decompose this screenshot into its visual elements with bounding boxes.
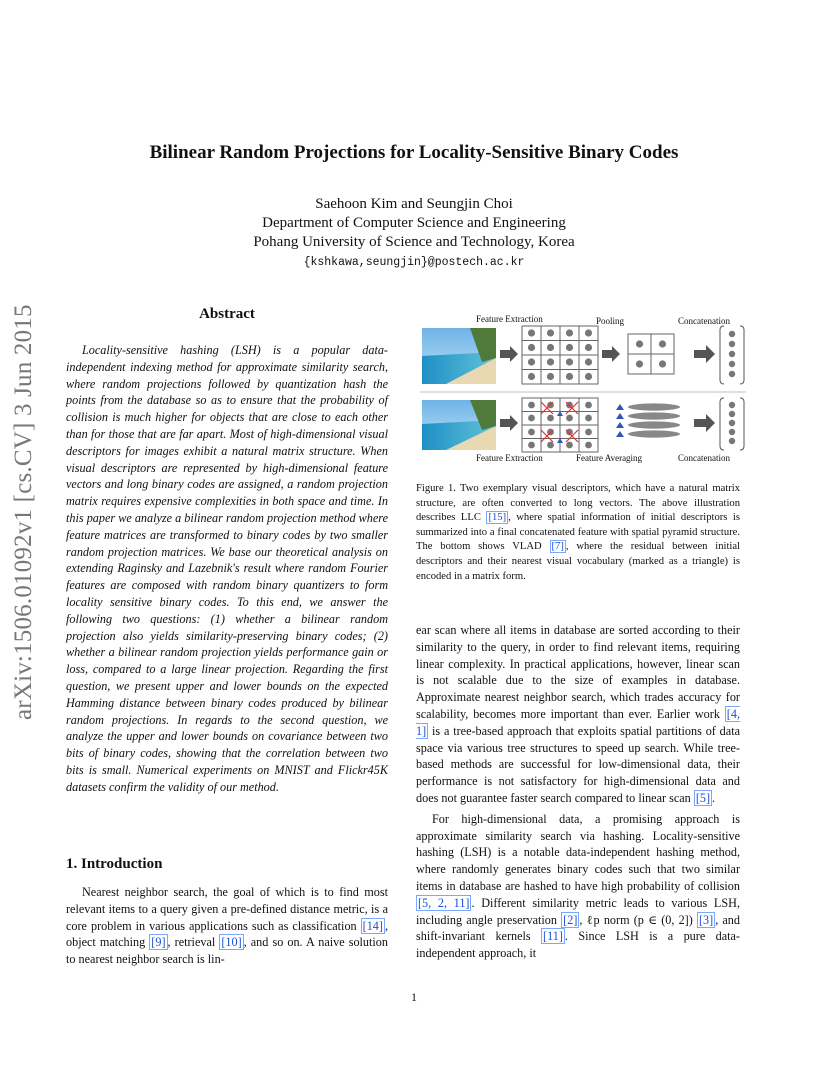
arrow-icon [500, 346, 518, 362]
arrow-icon [500, 415, 518, 431]
label-concatenation-top: Concatenation [678, 316, 730, 326]
author-email: {kshkawa,seungjin}@postech.ac.kr [303, 256, 525, 269]
abstract-body [66, 342, 388, 796]
vocabulary-triangles [616, 404, 624, 437]
body-paragraph: For high-dimensional data, a promising approach is approximate similarity search via hashing. Locality-sensitive hashing (LSH) is a notable data-independent hashing method, where randomly generates binary codes such that two similar items in database are hashed to have high probability of collision [5, 2, 11] . Different similarity metric leads to various LSH, including angle preservation [2] , ℓp norm (p ∈ (0, 2]) [3] , and shift-invariant kernels [11] . Since LSH is a pure data-independent approach, it [416, 811, 740, 961]
authors: Saehoon Kim and Seungjin Choi [315, 196, 513, 212]
beach-photo-top [422, 328, 496, 384]
right-column-body [416, 622, 740, 962]
arrow-icon [694, 414, 715, 432]
beach-photo-bottom [422, 400, 496, 450]
label-concatenation-bottom: Concatenation [678, 453, 730, 463]
affiliation: Pohang University of Science and Technology, Korea [253, 234, 575, 250]
body-paragraph: ear scan where all items in database are sorted according to their similarity to the query, in order to find relevant items, requiring linear complexity. In practical applications, however, linear scan is not scalable due to the size of examples in database. Approximate nearest neighbor search, which trades accuracy for scalability, becomes more important than ever. Earlier work [4, 1] is a tree-based approach that exploits spatial partitions of data space via various tree structures to speed up search. While tree-based methods are successful for low-dimensional data, their performance is not satisfactory for high-dimensional data and does not guarantee faster search compared to linear scan [5] . [416, 623, 740, 805]
figure-1-illustration [416, 312, 748, 472]
pooling-grid [628, 334, 674, 374]
citation-link[interactable]: [9] [151, 935, 166, 950]
figure-caption: Figure 1. Two exemplary visual descriptors, which have a natural matrix structure, are often converted to long vectors. The above illustration describes LLC [15] , where spatial information of initial descriptors is summarized into a final concatenated feature with spatial pyramid structure. The bottom shows VLAD [7] , where the residual between initial descriptors and their nearest visual vocabulary (marked as a triangle) is encoded in a matrix form. [416, 483, 740, 582]
label-feature-averaging: Feature Averaging [576, 453, 643, 463]
label-feature-extraction-bottom: Feature Extraction [476, 453, 543, 463]
citation-link[interactable]: [14] [362, 918, 383, 933]
citation-link[interactable]: [10] [221, 935, 242, 950]
introduction-heading: 1. Introduction [66, 856, 163, 872]
feature-grid-top [522, 326, 598, 384]
citation-link[interactable]: [3] [698, 912, 714, 927]
concatenated-vector-top [720, 326, 744, 384]
arxiv-watermark: arXiv:1506.01092v1 [cs.CV] 3 Jun 2015 [10, 304, 37, 720]
citation-link[interactable]: [7] [551, 541, 564, 553]
feature-grid-bottom [522, 398, 598, 452]
citation-link[interactable]: [15] [488, 512, 507, 524]
abstract-paragraph: Locality-sensitive hashing (LSH) is a popular data-independent indexing method for approximate similarity search, where random projections followed by quantization hash the points from the database so as to ensure that the probability of collision is much higher for objects that are close to each other than for those that are far apart. Most of high-dimensional visual descriptors for images exhibit a natural matrix structure. When visual descriptors are represented by high-dimensional feature vectors and long binary codes are assigned, a random projection matrix requires expensive complexities in both space and time. In this paper we analyze a bilinear random projection method where feature matrices are transformed to binary codes by two smaller random projection matrices. We base our theoretical analysis on extending Raginsky and Lazebnik's result where random Fourier features are composed with random binary quantizers to form locality sensitive binary codes. To this end, we answer the following two questions: (1) whether a bilinear random projection also yields similarity-preserving binary codes; (2) whether a bilinear random projection yields performance gain or loss, compared to a large linear projection. Regarding the first question, we present upper and lower bounds on the expected Hamming distance between binary codes produced by bilinear random projections. In regards to the second question, we analyze the upper and lower bounds on covariance between two bits of binary codes, showing that the correlation between two bits is small. Numerical experiments on MNIST and Flickr45K datasets confirm the validity of our method. [66, 343, 388, 794]
citation-link[interactable]: [11] [543, 929, 563, 944]
citation-link[interactable]: [4, 1] [416, 706, 740, 738]
citation-link[interactable]: [2] [563, 912, 578, 927]
averaged-features [628, 403, 680, 437]
arrow-icon [602, 346, 620, 362]
introduction-body [66, 884, 388, 968]
introduction-paragraph: Nearest neighbor search, the goal of which is to find most relevant items to a query given a pre-defined distance metric, is a core problem in various applications such as classification [14] , object matching [9] , retrieval [10] , and so on. A naive solution to nearest neighbor search is lin- [66, 885, 388, 967]
paper-title: Bilinear Random Projections for Locality-Sensitive Binary Codes [149, 142, 679, 163]
citation-link[interactable]: [5, 2, 11] [418, 895, 470, 910]
page-number: 1 [411, 990, 417, 1004]
arrow-icon [694, 345, 715, 363]
department: Department of Computer Science and Engineering [262, 215, 566, 231]
concatenated-vector-bottom [720, 398, 744, 450]
label-pooling: Pooling [596, 316, 625, 326]
citation-link[interactable]: [5] [695, 790, 711, 805]
label-feature-extraction-top: Feature Extraction [476, 314, 543, 324]
abstract-heading: Abstract [199, 306, 255, 322]
figure-1 [416, 312, 748, 472]
